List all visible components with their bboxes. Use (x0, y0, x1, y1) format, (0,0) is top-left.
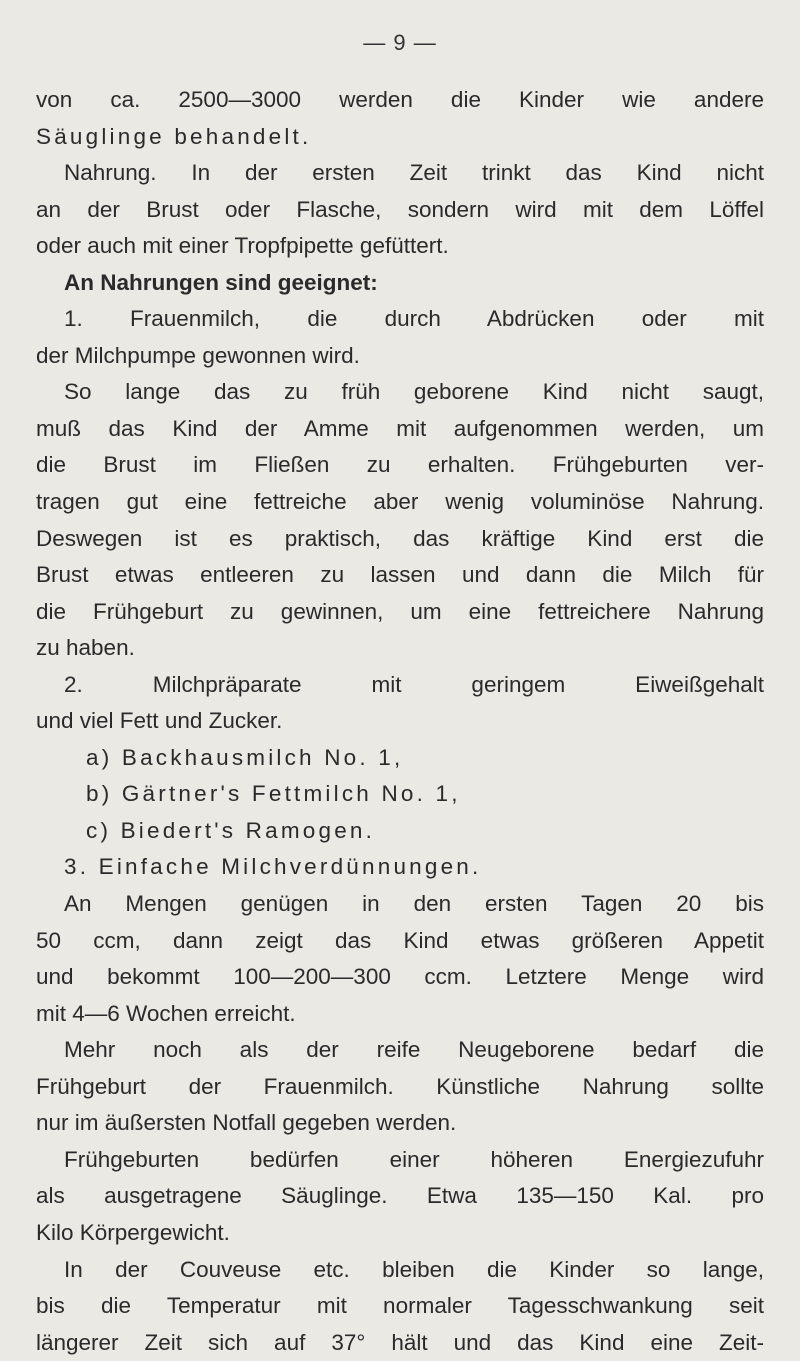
text-line: die Brust im Fließen zu erhalten. Frühgeburten ver- (36, 452, 764, 478)
section-heading: An Nahrungen sind geeignet: (64, 269, 378, 295)
text-line: Deswegen ist es praktisch, das kräftige Kind erst die (36, 525, 764, 551)
text-line: nur im äußersten Notfall gegeben werden. (36, 1110, 457, 1136)
text-line: bis die Temperatur mit normaler Tagesschwankung seit (36, 1293, 764, 1319)
list-item: b) Gärtner's Fettmilch No. 1, (86, 781, 461, 807)
text-line: So lange das zu früh geborene Kind nicht saugt, (64, 379, 764, 405)
text-line: Säuglinge behandelt. (36, 123, 312, 149)
text-line: und viel Fett und Zucker. (36, 708, 283, 734)
text-line: In der Couveuse etc. bleiben die Kinder so lange, (64, 1256, 764, 1282)
text-line: muß das Kind der Amme mit aufgenommen werden, um (36, 415, 764, 441)
text-line: 50 ccm, dann zeigt das Kind etwas größeren Appetit (36, 927, 764, 953)
list-item: c) Biedert's Ramogen. (86, 817, 376, 843)
body-text (36, 82, 764, 1361)
text-line: der Milchpumpe gewonnen wird. (36, 342, 360, 368)
text-line: mit 4—6 Wochen erreicht. (36, 1000, 296, 1026)
text-line: An Mengen genügen in den ersten Tagen 20 bis (64, 891, 764, 917)
text-line: zu haben. (36, 635, 135, 661)
text-line: längerer Zeit sich auf 37° hält und das Kind eine Zeit- (36, 1329, 764, 1355)
text-line: oder auch mit einer Tropfpipette gefüttert. (36, 233, 449, 259)
text-line: 2. Milchpräparate mit geringem Eiweißgehalt (64, 671, 764, 697)
text-line: als ausgetragene Säuglinge. Etwa 135—150 Kal. pro (36, 1183, 764, 1209)
page-number: — 9 — (363, 30, 437, 55)
text-line: Kilo Körpergewicht. (36, 1219, 230, 1245)
text-line: tragen gut eine fettreiche aber wenig voluminöse Nahrung. (36, 489, 764, 515)
text-line: und bekommt 100—200—300 ccm. Letztere Menge wird (36, 964, 764, 990)
text-line: Brust etwas entleeren zu lassen und dann die Milch für (36, 562, 764, 588)
text-line: Frühgeburt der Frauenmilch. Künstliche Nahrung sollte (36, 1073, 764, 1099)
text-line: 1. Frauenmilch, die durch Abdrücken oder mit (64, 306, 764, 332)
text-line: an der Brust oder Flasche, sondern wird mit dem Löffel (36, 196, 764, 222)
text-line: Mehr noch als der reife Neugeborene bedarf die (64, 1037, 764, 1063)
list-item: 3. Einfache Milchverdünnungen. (64, 854, 482, 880)
text-line: Nahrung. In der ersten Zeit trinkt das Kind nicht (64, 160, 764, 186)
list-item: a) Backhausmilch No. 1, (86, 744, 404, 770)
text-line: Frühgeburten bedürfen einer höheren Energiezufuhr (64, 1146, 764, 1172)
text-line: von ca. 2500—3000 werden die Kinder wie andere (36, 87, 764, 112)
text-line: die Frühgeburt zu gewinnen, um eine fettreichere Nahrung (36, 598, 764, 624)
